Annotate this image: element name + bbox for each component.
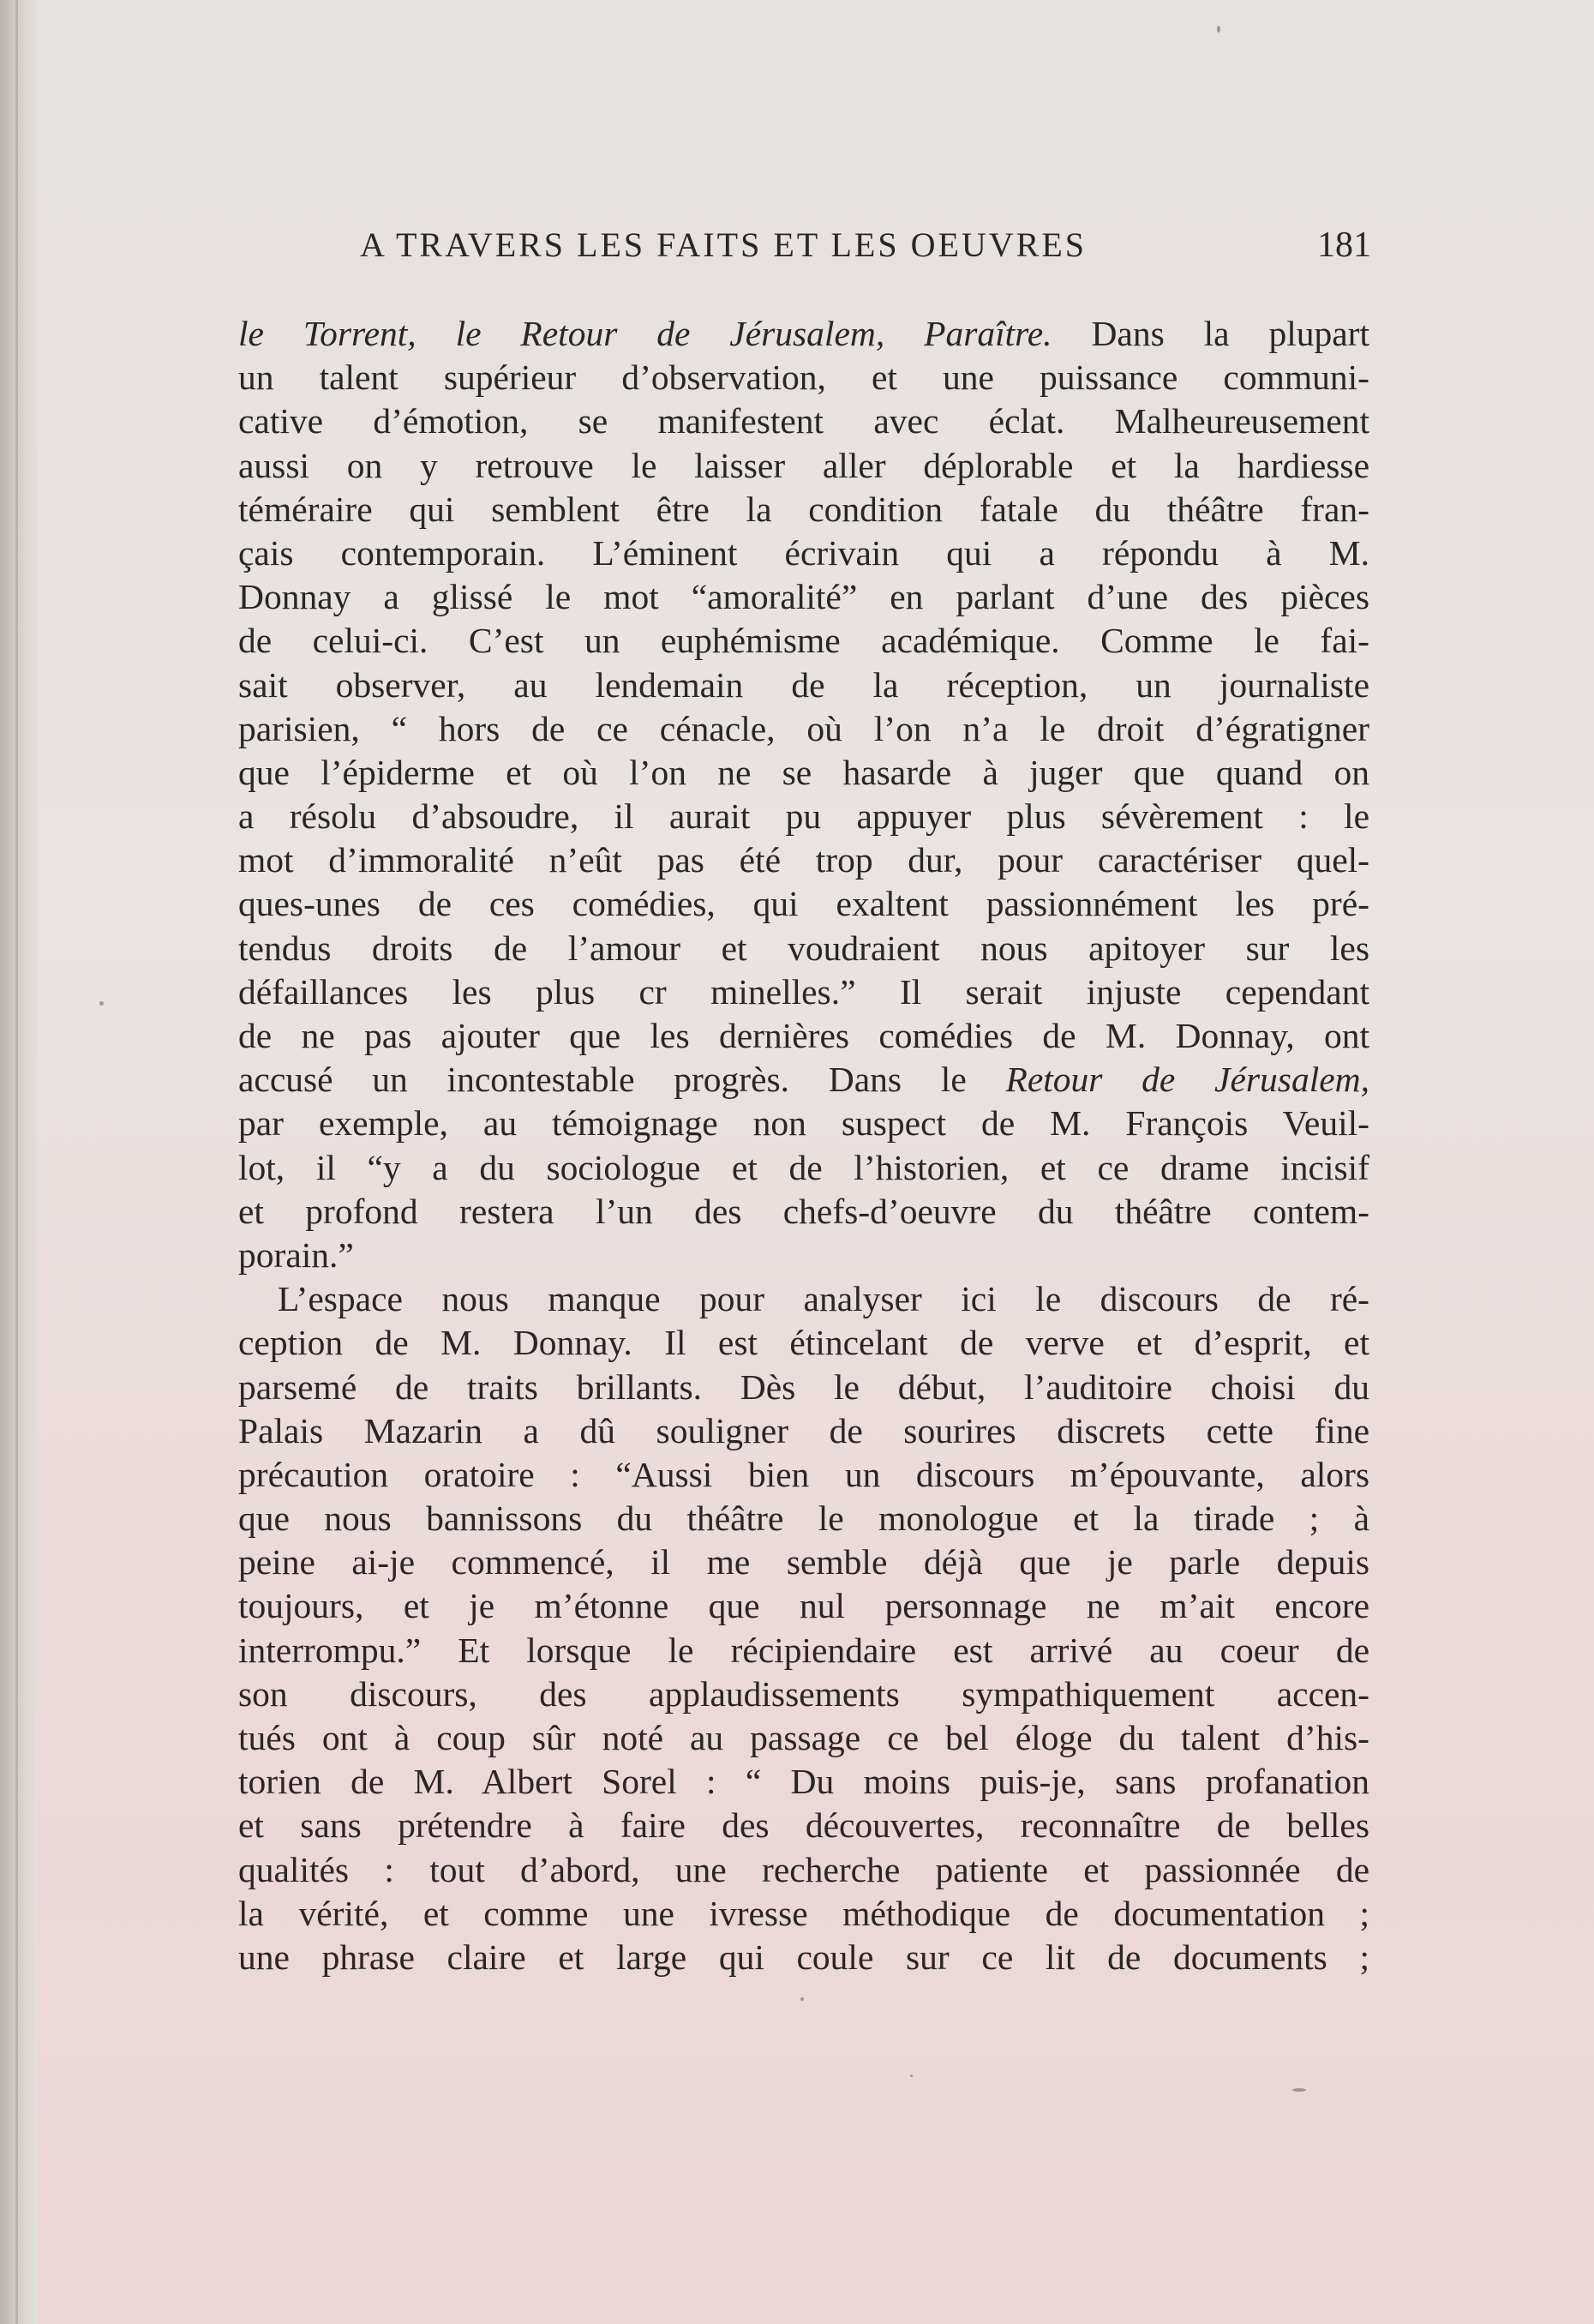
text-line — [238, 1892, 1369, 1936]
text-line — [238, 1848, 1369, 1892]
paper-speck — [99, 1001, 104, 1006]
text-line — [238, 970, 1369, 1014]
text-run: L’espace nous manque pour analyser ici le discours de ré- — [278, 1279, 1369, 1319]
text-run: de ne pas ajouter que les dernières comédies de M. Donnay, ont — [238, 1016, 1369, 1055]
text-run: tués ont à coup sûr noté au passage ce bel éloge du talent d’his- — [238, 1718, 1369, 1757]
text-run: a résolu d’absoudre, il aurait pu appuyer plus sévèrement : le — [238, 796, 1369, 837]
text-run: aussi on y retrouve le laisser aller déplorable et la hardiesse — [238, 445, 1369, 485]
text-line — [238, 1760, 1369, 1804]
text-run: toujours, et je m’étonne que nul personnage ne m’ait encore — [238, 1586, 1369, 1626]
text-line — [238, 1321, 1369, 1365]
text-run: précaution oratoire : “Aussi bien un discours m’épouvante, alors — [238, 1454, 1369, 1494]
text-line — [238, 1672, 1369, 1716]
text-run: parisien, “ hors de ce cénacle, où l’on n’a le droit d’égratigner — [238, 708, 1369, 748]
text-line — [238, 882, 1369, 926]
text-line — [238, 575, 1369, 619]
text-line — [238, 531, 1369, 575]
text-run: et profond restera l’un des chefs-d’oeuvre du théâtre contem- — [238, 1191, 1369, 1231]
text-line — [238, 751, 1369, 795]
text-run: interrompu.” Et lorsque le récipiendaire est arrivé au coeur de — [238, 1630, 1369, 1670]
text-line — [238, 1277, 1369, 1321]
text-line — [238, 795, 1369, 838]
text-line — [238, 707, 1369, 751]
italic-title: Retour de Jérusalem, — [1005, 1060, 1369, 1100]
text-line — [238, 619, 1369, 663]
text-line — [238, 1014, 1369, 1058]
text-line — [238, 1540, 1369, 1584]
text-line — [238, 1102, 1369, 1145]
text-run: la vérité, et comme une ivresse méthodique de documentation ; — [238, 1893, 1369, 1933]
text-run: que nous bannissons du théâtre le monologue et la tirade ; à — [238, 1498, 1369, 1539]
text-line — [238, 1716, 1369, 1760]
text-line — [238, 927, 1369, 970]
paper-speck — [1217, 26, 1220, 33]
text-line — [238, 838, 1369, 882]
text-run: çais contemporain. L’éminent écrivain qui a répondu à M. — [238, 532, 1369, 573]
text-line — [238, 1453, 1369, 1497]
text-run: mot d’immoralité n’eût pas été trop dur, pour caractériser quel- — [238, 840, 1369, 880]
text-run: lot, il “y a du sociologue et de l’historien, et ce drame incisif — [238, 1147, 1369, 1187]
text-line — [238, 1629, 1369, 1672]
text-run: et sans prétendre à faire des découvertes, reconnaître de belles — [238, 1805, 1369, 1846]
text-line — [238, 1584, 1369, 1628]
text-run: ques-unes de ces comédies, qui exaltent passionnément les pré- — [238, 884, 1369, 924]
text-line — [238, 664, 1369, 707]
text-line — [238, 488, 1369, 531]
running-head — [360, 225, 1371, 276]
text-line — [238, 1804, 1369, 1847]
text-run: Dans la plupart — [1052, 314, 1369, 353]
binding-edge — [15, 0, 18, 2324]
text-run: une phrase claire et large qui coule sur ce lit de documents ; — [238, 1937, 1369, 1977]
body-text — [238, 312, 1369, 1979]
text-run: que l’épiderme et où l’on ne se hasarde à juger que quand on — [238, 752, 1369, 792]
text-run: tendus droits de l’amour et voudraient nous apitoyer sur les — [238, 928, 1369, 968]
text-line — [238, 444, 1369, 488]
text-run: Donnay a glissé le mot “amoralité” en parlant d’une des pièces — [238, 577, 1369, 617]
paper-speck — [1292, 2088, 1306, 2092]
text-run: téméraire qui semblent être la condition fatale du théâtre fran- — [238, 489, 1369, 529]
text-line — [238, 399, 1369, 443]
italic-title: le Torrent, le Retour de Jérusalem, Paraître. — [238, 314, 1052, 353]
text-line — [238, 1234, 1369, 1277]
text-run: Palais Mazarin a dû souligner de sourires discrets cette fine — [238, 1410, 1369, 1450]
page-number: 181 — [1317, 225, 1371, 265]
text-line — [238, 356, 1369, 399]
text-run: un talent supérieur d’observation, et une puissance communi- — [238, 357, 1369, 398]
text-line — [238, 1497, 1369, 1540]
text-run: cative d’émotion, se manifestent avec éclat. Malheureusement — [238, 401, 1369, 441]
text-run: sait observer, au lendemain de la réception, un journaliste — [238, 664, 1369, 705]
text-line — [238, 1409, 1369, 1453]
text-run: peine ai-je commencé, il me semble déjà que je parle depuis — [238, 1542, 1369, 1582]
paper-speck — [910, 2075, 913, 2077]
text-run: par exemple, au témoignage non suspect de M. François Veuil- — [238, 1103, 1369, 1144]
paper-speck — [800, 1997, 804, 2001]
text-line — [238, 1190, 1369, 1234]
text-run: porain.” — [238, 1234, 354, 1275]
page-gutter-shadow — [0, 0, 38, 2324]
text-run: son discours, des applaudissements sympathiquement accen- — [238, 1673, 1369, 1714]
text-run: défaillances les plus cr minelles.” Il serait injuste cependant — [238, 971, 1369, 1012]
running-title: A TRAVERS LES FAITS ET LES OEUVRES — [360, 225, 1088, 264]
text-run: de celui-ci. C’est un euphémisme académique. Comme le fai- — [238, 621, 1369, 661]
text-run: accusé un incontestable progrès. Dans le — [238, 1060, 1006, 1100]
text-line — [238, 1366, 1369, 1409]
text-line — [238, 1146, 1369, 1190]
text-line — [238, 1058, 1369, 1102]
text-line — [238, 1936, 1369, 1979]
text-run: torien de M. Albert Sorel : “ Du moins puis-je, sans profanation — [238, 1762, 1369, 1802]
text-run: parsemé de traits brillants. Dès le début, l’auditoire choisi du — [238, 1366, 1369, 1407]
text-run: ception de M. Donnay. Il est étincelant de verve et d’esprit, et — [238, 1323, 1369, 1363]
text-run: qualités : tout d’abord, une recherche patiente et passionnée de — [238, 1849, 1369, 1889]
text-line — [238, 312, 1369, 356]
